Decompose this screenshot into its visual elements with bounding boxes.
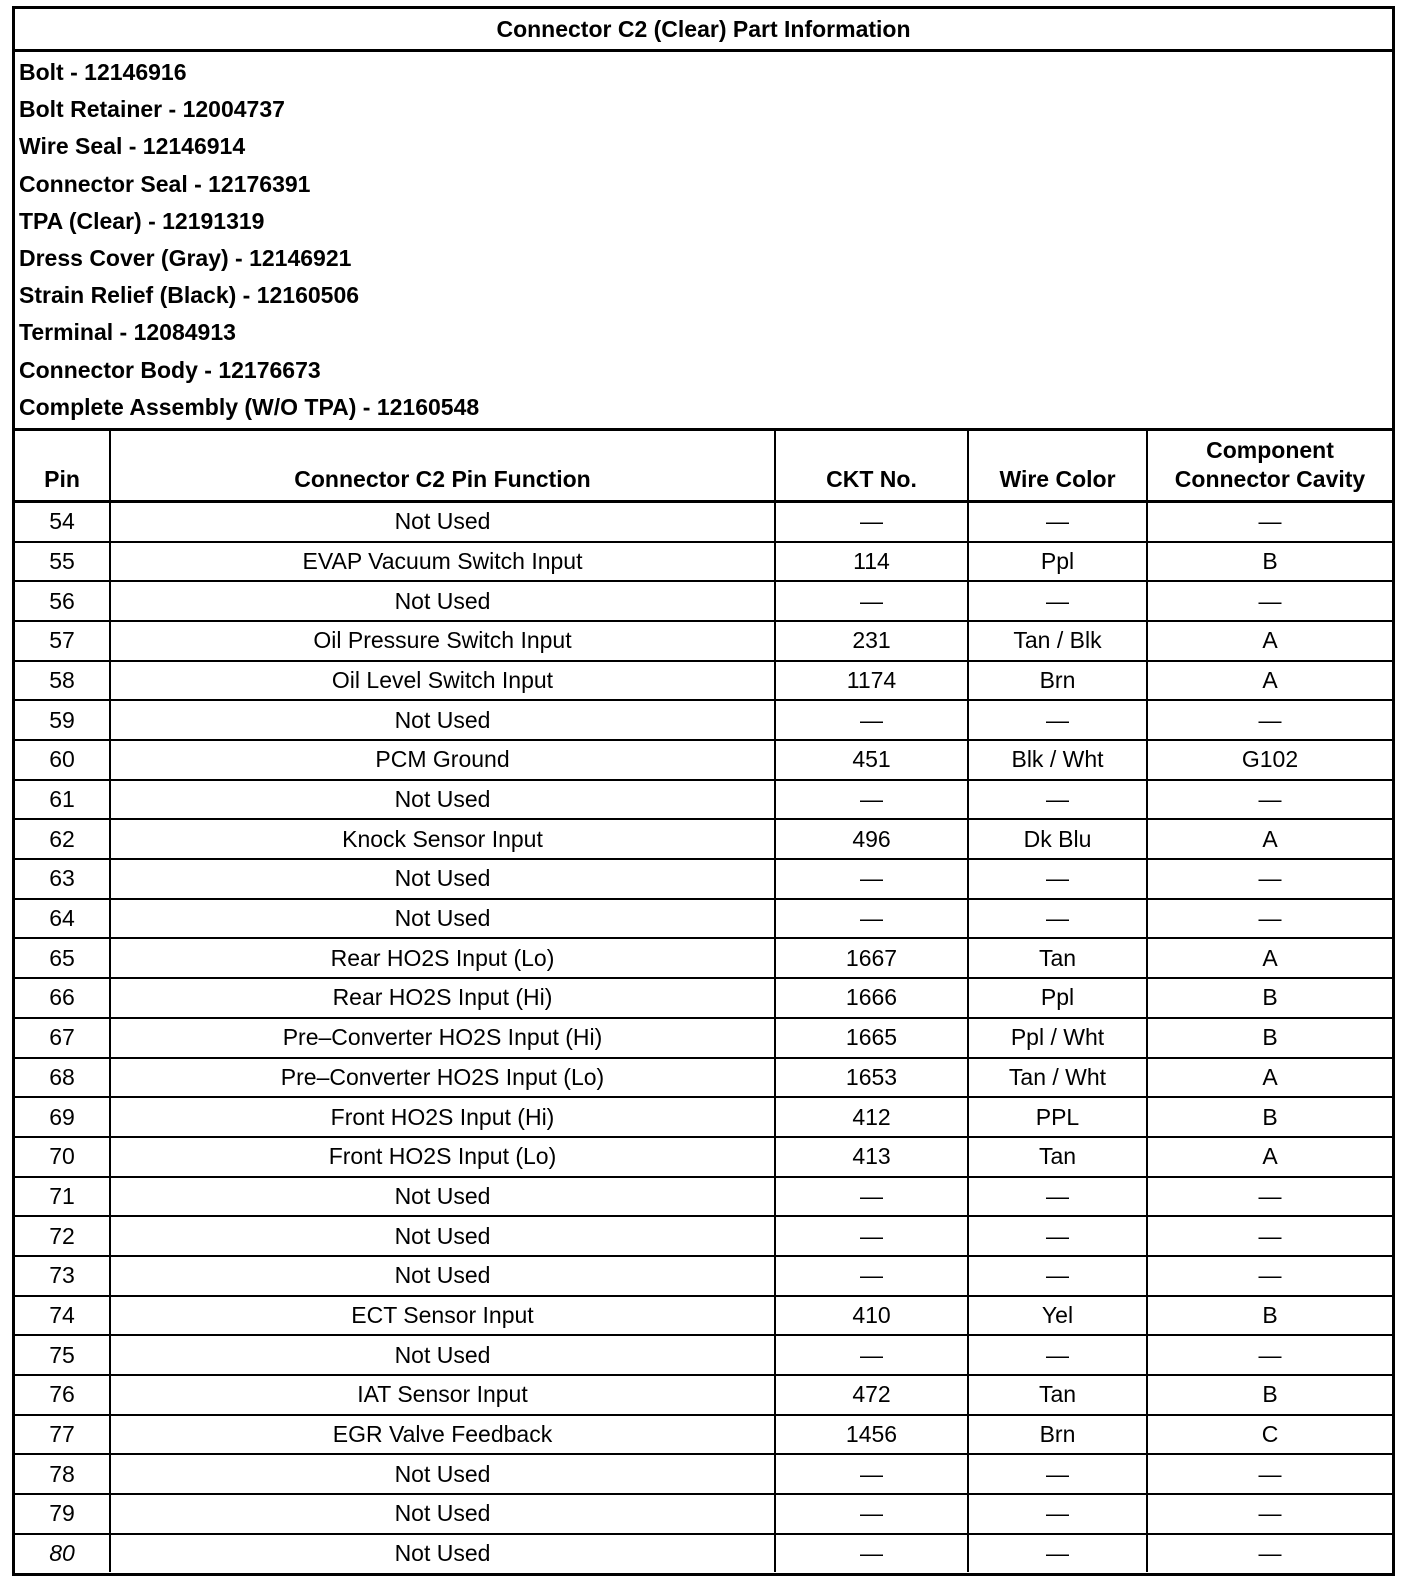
pin-table-body [15, 501, 1392, 1572]
function-cell: EGR Valve Feedback [110, 1415, 775, 1455]
ckt-cell: — [775, 899, 968, 939]
cavity-cell: C [1147, 1415, 1392, 1455]
wire-color-cell: — [968, 1256, 1147, 1296]
function-cell: Not Used [110, 1216, 775, 1256]
header-cavity-line2: Connector Cavity [1174, 465, 1366, 492]
function-cell: Not Used [110, 1256, 775, 1296]
cavity-cell: B [1147, 978, 1392, 1018]
pin-cell: 58 [15, 661, 110, 701]
table-row [15, 1335, 1392, 1375]
wire-color-cell: — [968, 1534, 1147, 1573]
ckt-cell: — [775, 859, 968, 899]
function-cell: Pre–Converter HO2S Input (Hi) [110, 1018, 775, 1058]
wire-color-cell: Ppl [968, 978, 1147, 1018]
cavity-cell: B [1147, 1375, 1392, 1415]
wire-color-cell: — [968, 1454, 1147, 1494]
table-row [15, 661, 1392, 701]
cavity-cell: A [1147, 661, 1392, 701]
cavity-cell: A [1147, 1058, 1392, 1098]
pin-cell: 56 [15, 581, 110, 621]
table-row [15, 1534, 1392, 1573]
ckt-cell: 410 [775, 1296, 968, 1336]
cavity-cell: B [1147, 1097, 1392, 1137]
cavity-cell: A [1147, 1137, 1392, 1177]
pin-cell: 77 [15, 1415, 110, 1455]
pin-cell: 75 [15, 1335, 110, 1375]
header-pin: Pin [15, 431, 110, 502]
table-row [15, 621, 1392, 661]
wire-color-cell: Ppl / Wht [968, 1018, 1147, 1058]
pin-cell: 70 [15, 1137, 110, 1177]
header-ckt: CKT No. [775, 431, 968, 502]
wire-color-cell: Tan / Blk [968, 621, 1147, 661]
table-row [15, 1494, 1392, 1534]
table-row [15, 819, 1392, 859]
wire-color-cell: — [968, 700, 1147, 740]
table-row [15, 1216, 1392, 1256]
wire-color-cell: — [968, 780, 1147, 820]
ckt-cell: — [775, 1335, 968, 1375]
pin-cell: 80 [49, 1540, 75, 1567]
pin-cell: 62 [15, 819, 110, 859]
wire-color-cell: Tan [968, 938, 1147, 978]
pin-cell: 68 [15, 1058, 110, 1098]
part-item: Bolt Retainer - 12004737 [19, 96, 285, 123]
table-title: Connector C2 (Clear) Part Information [15, 9, 1392, 52]
cavity-cell: — [1147, 501, 1392, 541]
wire-color-cell: — [968, 1335, 1147, 1375]
header-cavity [1147, 431, 1392, 502]
function-cell: Not Used [110, 1494, 775, 1534]
parts-list [15, 52, 1392, 431]
ckt-cell: 1174 [775, 661, 968, 701]
function-cell: Not Used [110, 1454, 775, 1494]
pin-cell: 74 [15, 1296, 110, 1336]
wire-color-cell: Tan / Wht [968, 1058, 1147, 1098]
function-cell: EVAP Vacuum Switch Input [110, 542, 775, 582]
function-cell: Not Used [110, 1534, 775, 1573]
function-cell: Not Used [110, 1335, 775, 1375]
pin-cell: 60 [15, 740, 110, 780]
ckt-cell: 412 [775, 1097, 968, 1137]
ckt-cell: — [775, 1534, 968, 1573]
function-cell: Not Used [110, 581, 775, 621]
part-item: Wire Seal - 12146914 [19, 133, 246, 160]
pin-table [15, 431, 1392, 1573]
pin-cell: 71 [15, 1177, 110, 1217]
pin-cell: 63 [15, 859, 110, 899]
cavity-cell: — [1147, 700, 1392, 740]
ckt-cell: 472 [775, 1375, 968, 1415]
table-row [15, 1375, 1392, 1415]
ckt-cell: 1667 [775, 938, 968, 978]
ckt-cell: — [775, 1454, 968, 1494]
table-row [15, 1058, 1392, 1098]
ckt-cell: 231 [775, 621, 968, 661]
function-cell: PCM Ground [110, 740, 775, 780]
ckt-cell: 1665 [775, 1018, 968, 1058]
pin-cell: 64 [15, 899, 110, 939]
cavity-cell: A [1147, 621, 1392, 661]
part-item: TPA (Clear) - 12191319 [19, 207, 265, 234]
cavity-cell: — [1147, 899, 1392, 939]
pin-cell: 76 [15, 1375, 110, 1415]
table-row [15, 1177, 1392, 1217]
table-row [15, 978, 1392, 1018]
wire-color-cell: — [968, 859, 1147, 899]
function-cell: Not Used [110, 700, 775, 740]
cavity-cell: — [1147, 1494, 1392, 1534]
part-item: Dress Cover (Gray) - 12146921 [19, 244, 352, 271]
function-cell: IAT Sensor Input [110, 1375, 775, 1415]
function-cell: Not Used [110, 1177, 775, 1217]
cavity-cell: G102 [1147, 740, 1392, 780]
part-item: Strain Relief (Black) - 12160506 [19, 282, 360, 309]
wire-color-cell: Dk Blu [968, 819, 1147, 859]
function-cell: Front HO2S Input (Hi) [110, 1097, 775, 1137]
cavity-cell: — [1147, 859, 1392, 899]
part-item: Bolt - 12146916 [19, 59, 187, 85]
ckt-cell: — [775, 1177, 968, 1217]
function-cell: Not Used [110, 859, 775, 899]
function-cell: Knock Sensor Input [110, 819, 775, 859]
cavity-cell: — [1147, 1256, 1392, 1296]
pin-cell: 79 [15, 1494, 110, 1534]
pin-cell: 69 [15, 1097, 110, 1137]
function-cell: ECT Sensor Input [110, 1296, 775, 1336]
cavity-cell: A [1147, 819, 1392, 859]
cavity-cell: — [1147, 1335, 1392, 1375]
pin-cell: 65 [15, 938, 110, 978]
function-cell: Not Used [110, 899, 775, 939]
cavity-cell: — [1147, 1534, 1392, 1573]
cavity-cell: B [1147, 1296, 1392, 1336]
wire-color-cell: — [968, 1177, 1147, 1217]
wire-color-cell: Tan [968, 1375, 1147, 1415]
table-row [15, 1097, 1392, 1137]
table-row [15, 740, 1392, 780]
ckt-cell: — [775, 501, 968, 541]
pin-cell: 67 [15, 1018, 110, 1058]
wire-color-cell: — [968, 1216, 1147, 1256]
wire-color-cell: PPL [968, 1097, 1147, 1137]
function-cell: Oil Pressure Switch Input [110, 621, 775, 661]
table-row [15, 501, 1392, 541]
wire-color-cell: Ppl [968, 542, 1147, 582]
ckt-cell: — [775, 1216, 968, 1256]
table-row [15, 1454, 1392, 1494]
pin-cell: 55 [15, 542, 110, 582]
header-function: Connector C2 Pin Function [110, 431, 775, 502]
ckt-cell: 114 [775, 542, 968, 582]
table-row [15, 700, 1392, 740]
function-cell: Rear HO2S Input (Hi) [110, 978, 775, 1018]
cavity-cell: A [1147, 938, 1392, 978]
pin-cell: 66 [15, 978, 110, 1018]
part-item: Complete Assembly (W/O TPA) - 12160548 [19, 393, 480, 420]
wire-color-cell: Yel [968, 1296, 1147, 1336]
cavity-cell: — [1147, 1216, 1392, 1256]
pin-cell: 59 [15, 700, 110, 740]
table-row [15, 938, 1392, 978]
ckt-cell: 1456 [775, 1415, 968, 1455]
wire-color-cell: Blk / Wht [968, 740, 1147, 780]
header-cavity-line1: Component [1206, 436, 1334, 463]
part-item: Connector Seal - 12176391 [19, 170, 311, 197]
function-cell: Rear HO2S Input (Lo) [110, 938, 775, 978]
table-row [15, 542, 1392, 582]
pin-cell: 61 [15, 780, 110, 820]
wire-color-cell: — [968, 501, 1147, 541]
wire-color-cell: — [968, 1494, 1147, 1534]
header-row [15, 431, 1392, 502]
connector-info-sheet [12, 6, 1395, 1576]
ckt-cell: 1653 [775, 1058, 968, 1098]
table-row [15, 1137, 1392, 1177]
ckt-cell: — [775, 1494, 968, 1534]
table-row [15, 581, 1392, 621]
table-row [15, 899, 1392, 939]
ckt-cell: 496 [775, 819, 968, 859]
pin-cell: 54 [15, 501, 110, 541]
wire-color-cell: Brn [968, 1415, 1147, 1455]
function-cell: Not Used [110, 780, 775, 820]
wire-color-cell: Brn [968, 661, 1147, 701]
part-item: Terminal - 12084913 [19, 319, 236, 346]
ckt-cell: — [775, 1256, 968, 1296]
table-row [15, 1256, 1392, 1296]
ckt-cell: 1666 [775, 978, 968, 1018]
part-item: Connector Body - 12176673 [19, 356, 321, 383]
wire-color-cell: — [968, 581, 1147, 621]
cavity-cell: — [1147, 1177, 1392, 1217]
function-cell: Front HO2S Input (Lo) [110, 1137, 775, 1177]
ckt-cell: — [775, 780, 968, 820]
table-row [15, 859, 1392, 899]
function-cell: Not Used [110, 501, 775, 541]
function-cell: Oil Level Switch Input [110, 661, 775, 701]
table-row [15, 1296, 1392, 1336]
header-wire-color: Wire Color [968, 431, 1147, 502]
table-row [15, 1415, 1392, 1455]
pin-cell: 73 [15, 1256, 110, 1296]
function-cell: Pre–Converter HO2S Input (Lo) [110, 1058, 775, 1098]
cavity-cell: B [1147, 542, 1392, 582]
wire-color-cell: — [968, 899, 1147, 939]
wire-color-cell: Tan [968, 1137, 1147, 1177]
ckt-cell: — [775, 581, 968, 621]
pin-cell: 72 [15, 1216, 110, 1256]
pin-cell: 57 [15, 621, 110, 661]
ckt-cell: 451 [775, 740, 968, 780]
ckt-cell: — [775, 700, 968, 740]
table-row [15, 780, 1392, 820]
cavity-cell: — [1147, 1454, 1392, 1494]
cavity-cell: B [1147, 1018, 1392, 1058]
table-row [15, 1018, 1392, 1058]
ckt-cell: 413 [775, 1137, 968, 1177]
pin-cell: 78 [15, 1454, 110, 1494]
cavity-cell: — [1147, 780, 1392, 820]
cavity-cell: — [1147, 581, 1392, 621]
